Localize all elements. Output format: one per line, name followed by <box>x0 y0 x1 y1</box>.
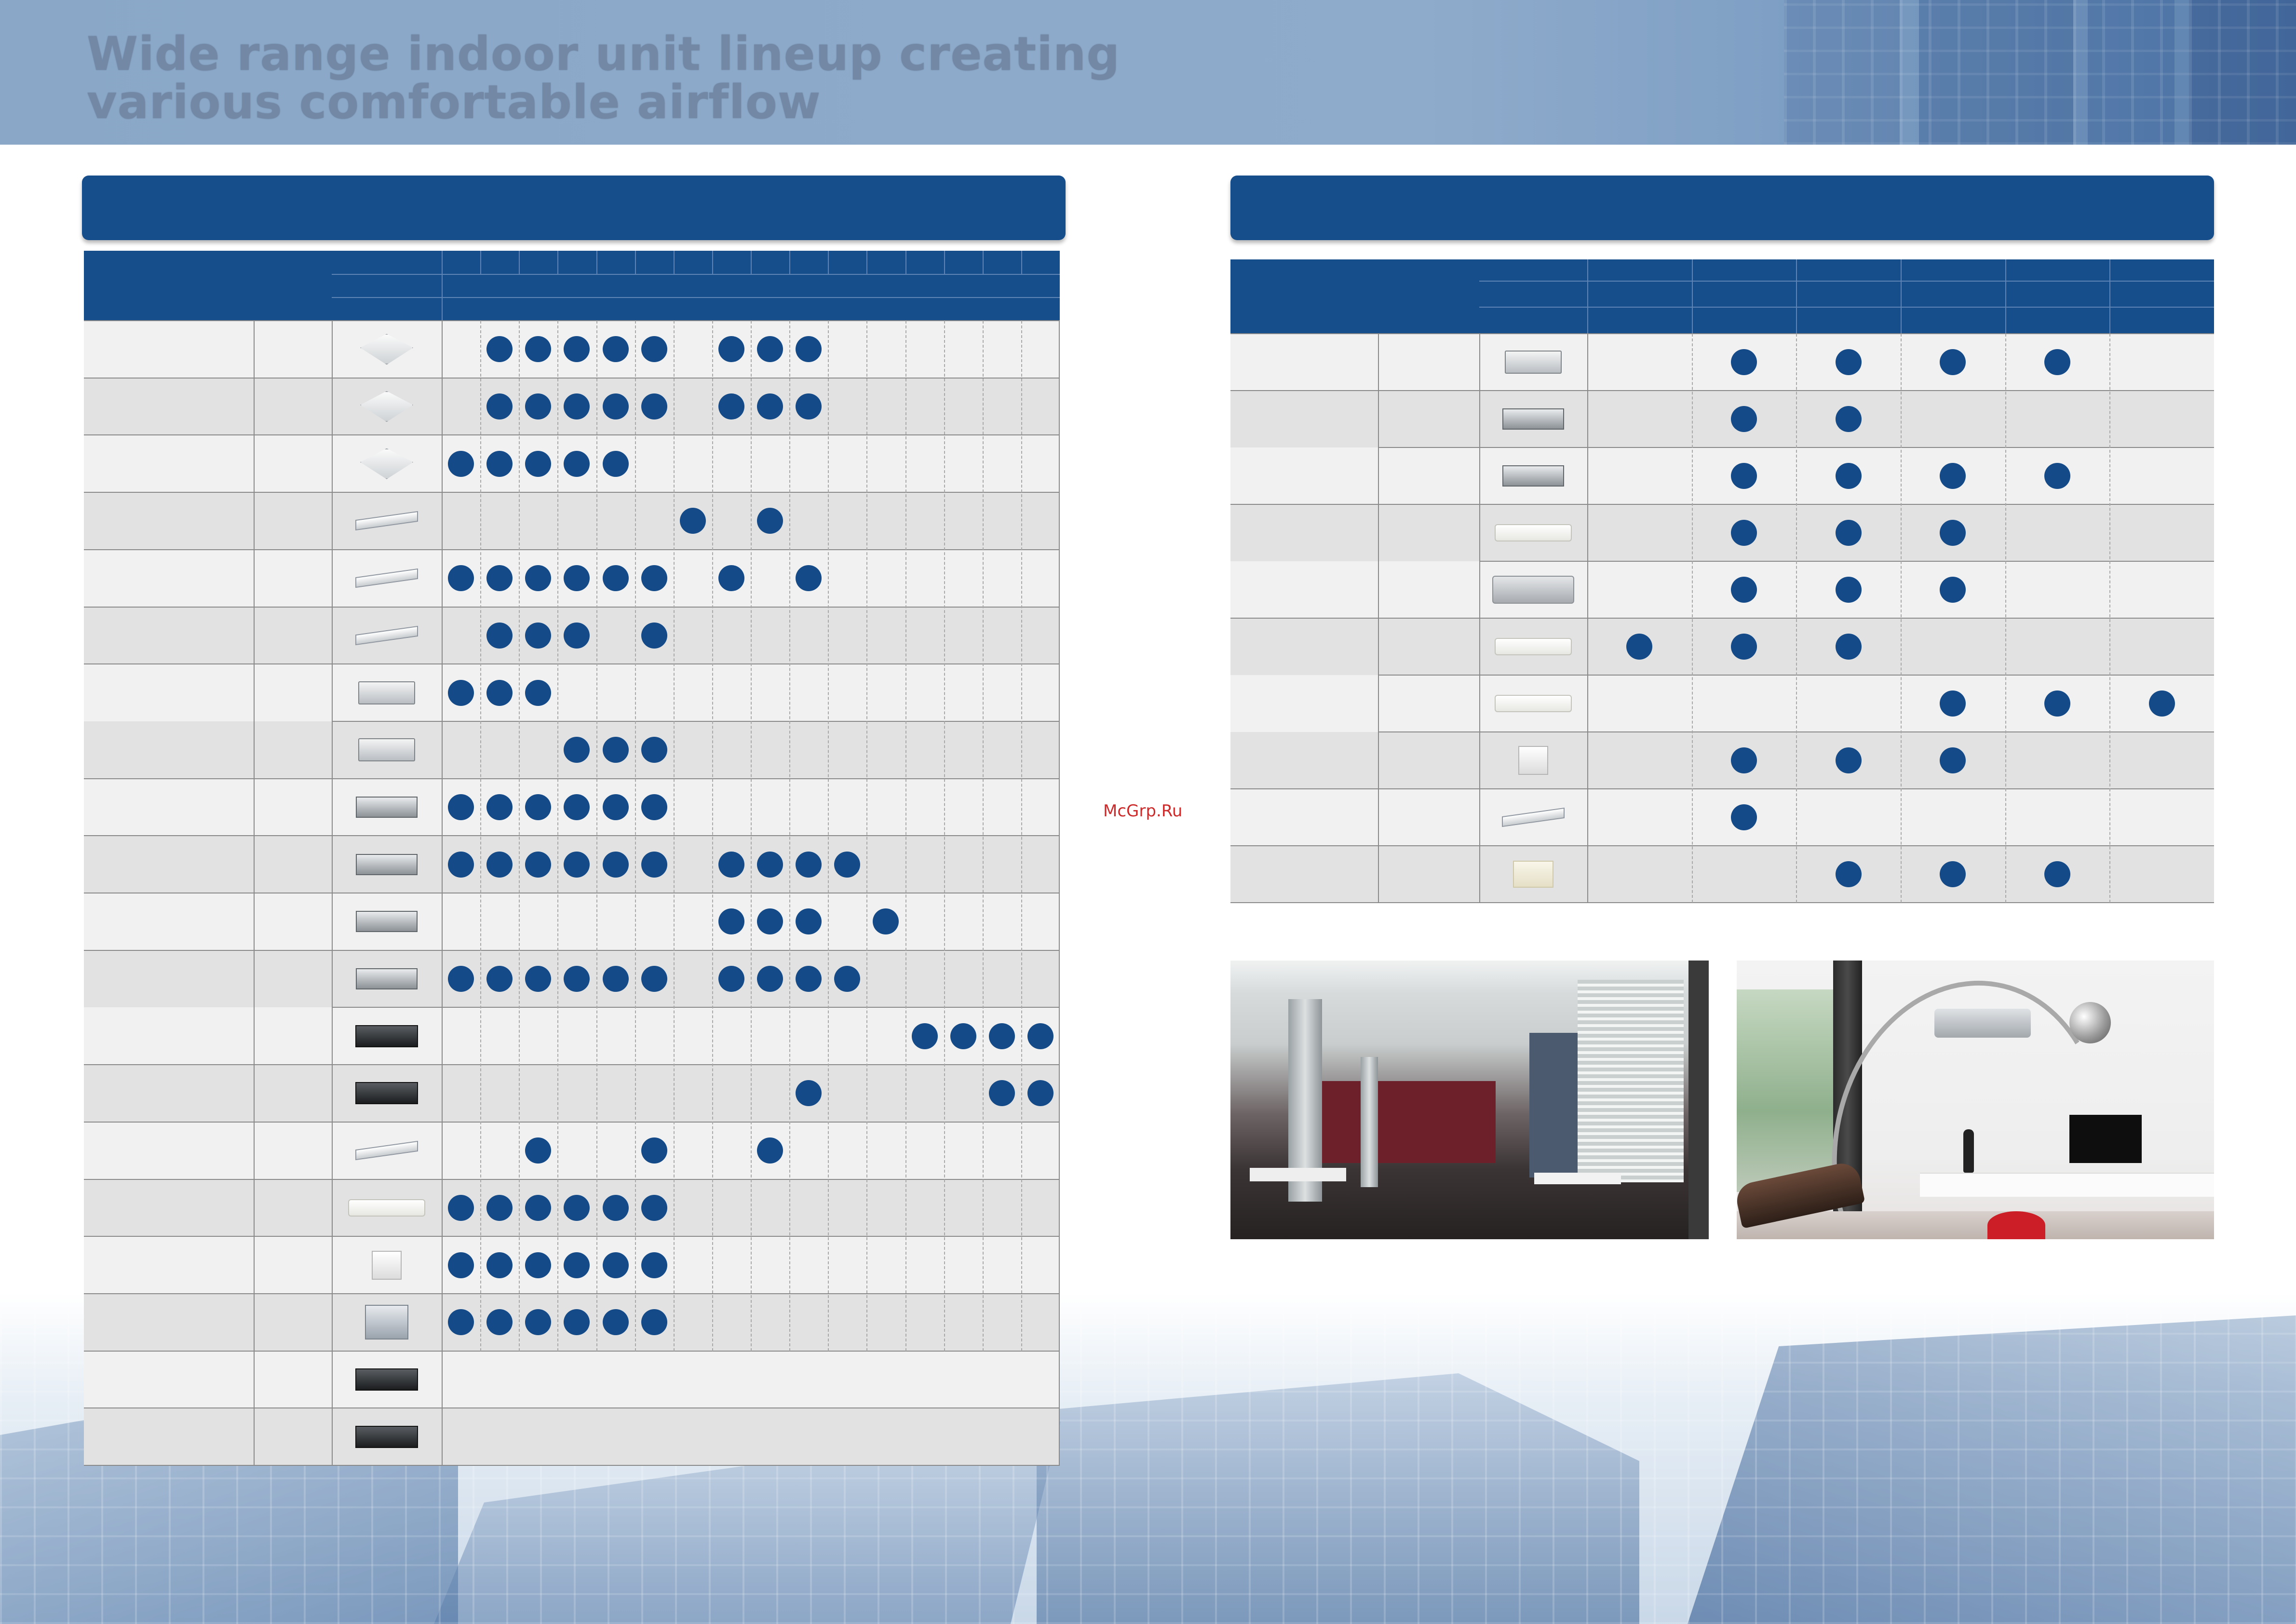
heat-reclaim-ventilation-icon <box>355 1368 418 1391</box>
availability-dot <box>757 966 783 992</box>
availability-dot <box>1836 634 1862 660</box>
row-divider <box>84 378 1060 379</box>
table-row <box>84 1351 1060 1408</box>
header-divider <box>1796 259 1797 334</box>
availability-dot <box>718 852 744 878</box>
header-divider <box>332 297 1060 298</box>
availability-dot <box>641 565 667 591</box>
availability-dot <box>603 737 629 763</box>
header-divider <box>866 251 867 274</box>
cassette-icon <box>1505 351 1562 374</box>
tv-console <box>1920 1173 2214 1197</box>
high-esp-duct-icon <box>355 1082 418 1104</box>
table-row <box>84 1065 1060 1122</box>
column-divider <box>712 321 713 1351</box>
column-divider <box>442 321 443 1465</box>
duct-icon <box>1502 465 1564 487</box>
row-divider <box>84 950 1060 951</box>
column-divider <box>332 321 333 1465</box>
column-divider <box>2109 334 2110 903</box>
availability-dot <box>2044 349 2070 375</box>
availability-dot <box>1731 349 1757 375</box>
row-divider <box>1479 561 2214 562</box>
availability-dot <box>718 393 744 420</box>
availability-dot <box>641 1309 667 1335</box>
column-divider <box>480 321 481 1351</box>
availability-dot <box>1731 577 1757 603</box>
page-title-line1: Wide range indoor unit lineup creating <box>87 27 1121 81</box>
availability-dot <box>448 794 474 820</box>
table-row <box>84 893 1060 950</box>
column-divider <box>635 321 636 1351</box>
table-row <box>84 1122 1060 1179</box>
availability-dot <box>525 680 551 706</box>
availability-dot <box>2044 690 2070 717</box>
flexible-floor-icon <box>1513 861 1553 888</box>
availability-dot <box>1940 690 1966 717</box>
header-divider <box>557 251 558 274</box>
dining-table <box>1250 1168 1346 1181</box>
availability-dot <box>1940 463 1966 489</box>
table-row <box>84 664 1060 721</box>
row-divider <box>84 1236 1060 1237</box>
availability-dot <box>486 1252 513 1278</box>
left-section-header-bar <box>82 176 1066 240</box>
availability-dot <box>448 680 474 706</box>
availability-dot <box>796 966 822 992</box>
right-section-header-bar <box>1230 176 2214 240</box>
header-divider <box>828 251 829 274</box>
availability-dot <box>796 852 822 878</box>
availability-dot <box>1626 634 1652 660</box>
header-divider <box>480 251 481 274</box>
living-room-photo <box>1737 961 2214 1239</box>
availability-dot <box>448 852 474 878</box>
availability-dot <box>718 908 744 934</box>
column-divider <box>944 321 945 1351</box>
header-divider <box>905 251 906 274</box>
floor-standing-icon <box>1518 746 1548 775</box>
availability-dot <box>641 966 667 992</box>
availability-dot <box>641 852 667 878</box>
row-divider <box>84 1122 1060 1123</box>
availability-dot <box>1731 804 1757 830</box>
availability-dot <box>718 565 744 591</box>
column-divider <box>1901 334 1902 903</box>
header-divider <box>1479 281 2214 282</box>
duct-icon <box>356 797 418 818</box>
table-header <box>84 251 1060 321</box>
availability-dot <box>1836 747 1862 773</box>
wall-mounted-white-icon <box>1495 524 1572 541</box>
availability-dot <box>2149 690 2175 717</box>
pillar <box>1361 1057 1378 1187</box>
column-divider <box>254 321 255 1465</box>
row-divider <box>332 1007 1060 1008</box>
availability-dot <box>486 852 513 878</box>
availability-dot <box>603 451 629 477</box>
column-divider <box>751 321 752 1351</box>
availability-dot <box>448 565 474 591</box>
availability-dot <box>680 508 706 534</box>
header-divider <box>332 274 1060 275</box>
availability-dot <box>525 623 551 649</box>
availability-dot <box>448 1252 474 1278</box>
availability-dot <box>564 451 590 477</box>
availability-dot <box>486 1195 513 1221</box>
availability-dot <box>989 1080 1015 1106</box>
availability-dot <box>641 336 667 362</box>
column-divider <box>1692 334 1693 903</box>
wall-mounted-silver-icon <box>1492 576 1574 604</box>
availability-dot <box>486 794 513 820</box>
row-divider <box>84 549 1060 550</box>
availability-dot <box>718 966 744 992</box>
availability-dot <box>486 966 513 992</box>
duct-icon <box>1502 408 1564 430</box>
header-divider <box>674 251 675 274</box>
left-lineup-table <box>84 251 1060 1467</box>
availability-dot <box>1027 1023 1053 1049</box>
availability-dot <box>525 451 551 477</box>
availability-dot <box>1940 577 1966 603</box>
availability-dot <box>603 794 629 820</box>
availability-dot <box>1940 861 1966 887</box>
vase <box>1963 1129 1974 1173</box>
availability-dot <box>2044 463 2070 489</box>
duct-icon <box>356 968 418 989</box>
right-lineup-table <box>1230 259 2214 904</box>
restaurant-photo <box>1230 961 1709 1239</box>
availability-dot <box>564 1195 590 1221</box>
column-divider <box>674 321 675 1351</box>
availability-dot <box>603 393 629 420</box>
availability-dot <box>486 565 513 591</box>
column-divider <box>1378 334 1379 903</box>
heat-reclaim-ventilation-icon <box>355 1426 418 1448</box>
watermark: McGrp.Ru <box>1103 801 1183 821</box>
table-row <box>84 492 1060 550</box>
header-divider <box>1587 259 1588 334</box>
header-divider <box>1692 259 1693 334</box>
availability-dot <box>564 623 590 649</box>
slim-duct-icon <box>358 681 415 704</box>
availability-dot <box>1027 1080 1053 1106</box>
availability-dot <box>603 565 629 591</box>
row-divider <box>84 835 1060 836</box>
availability-dot <box>1836 463 1862 489</box>
row-divider <box>332 721 1060 722</box>
availability-dot <box>1731 406 1757 432</box>
availability-dot <box>1940 520 1966 546</box>
slim-duct-large-icon <box>358 738 415 761</box>
availability-dot <box>564 1252 590 1278</box>
floor <box>1737 1211 2214 1239</box>
column-divider <box>1479 334 1480 903</box>
availability-dot <box>525 1252 551 1278</box>
availability-dot <box>641 1195 667 1221</box>
availability-dot <box>525 966 551 992</box>
header-divider <box>2005 259 2006 334</box>
availability-dot <box>564 794 590 820</box>
availability-dot <box>641 393 667 420</box>
availability-dot <box>641 794 667 820</box>
header-divider <box>596 251 597 274</box>
header-divider <box>1901 259 1902 334</box>
duct-icon <box>356 911 418 932</box>
table-header <box>1230 259 2214 334</box>
availability-dot <box>1940 747 1966 773</box>
window-blinds <box>1578 980 1684 1182</box>
column-divider <box>1021 321 1022 1351</box>
high-esp-duct-icon <box>355 1025 418 1047</box>
row-divider <box>84 1407 1060 1408</box>
header-divider <box>442 251 443 321</box>
availability-dot <box>1731 520 1757 546</box>
column-divider <box>557 321 558 1351</box>
table-row <box>84 1408 1060 1465</box>
column-divider <box>789 321 790 1351</box>
availability-dot <box>603 336 629 362</box>
availability-dot <box>525 1195 551 1221</box>
availability-dot <box>1940 349 1966 375</box>
availability-dot <box>448 1309 474 1335</box>
header-banner <box>0 0 2296 145</box>
availability-dot <box>1836 349 1862 375</box>
availability-dot <box>603 852 629 878</box>
row-divider <box>84 607 1060 608</box>
row-divider <box>84 434 1060 435</box>
blue-wall <box>1529 1033 1582 1177</box>
availability-dot <box>603 966 629 992</box>
television <box>2069 1115 2142 1163</box>
row-divider <box>84 492 1060 493</box>
availability-dot <box>912 1023 938 1049</box>
header-divider <box>712 251 713 274</box>
column-divider <box>1587 334 1588 903</box>
floor-standing-icon <box>372 1251 402 1280</box>
header-divider <box>789 251 790 274</box>
availability-dot <box>834 966 860 992</box>
availability-dot <box>448 966 474 992</box>
availability-dot <box>1836 861 1862 887</box>
availability-dot <box>1731 747 1757 773</box>
wall-mounted-icon <box>1495 638 1572 655</box>
header-divider <box>1021 251 1022 274</box>
column-divider <box>596 321 597 1351</box>
row-divider <box>84 778 1060 779</box>
row-divider <box>84 663 1060 664</box>
photo-edge <box>1688 961 1709 1239</box>
header-divider <box>635 251 636 274</box>
availability-dot <box>757 1137 783 1164</box>
availability-dot <box>1836 577 1862 603</box>
page-title-line2: various comfortable airflow <box>87 75 821 129</box>
column-divider <box>519 321 520 1351</box>
header-divider <box>519 251 520 274</box>
column-divider <box>828 321 829 1351</box>
availability-dot <box>448 451 474 477</box>
availability-dot <box>525 393 551 420</box>
row-divider <box>84 1293 1060 1294</box>
availability-dot <box>525 852 551 878</box>
availability-dot <box>989 1023 1015 1049</box>
header-divider <box>983 251 984 274</box>
availability-dot <box>641 737 667 763</box>
column-divider <box>866 321 867 1351</box>
page-title <box>87 27 1244 129</box>
dining-table <box>1534 1173 1621 1184</box>
availability-dot <box>448 1195 474 1221</box>
concealed-floor-icon <box>365 1305 408 1340</box>
availability-dot <box>564 852 590 878</box>
availability-dot <box>525 794 551 820</box>
availability-dot <box>2044 861 2070 887</box>
availability-dot <box>834 852 860 878</box>
air-conditioner-unit <box>1934 1009 2031 1038</box>
row-divider <box>84 1179 1060 1180</box>
availability-dot <box>486 623 513 649</box>
red-wall <box>1322 1081 1496 1163</box>
header-divider <box>751 251 752 274</box>
availability-dot <box>1836 520 1862 546</box>
availability-dot <box>796 565 822 591</box>
availability-dot <box>486 680 513 706</box>
availability-dot <box>641 623 667 649</box>
availability-dot <box>603 1309 629 1335</box>
availability-dot <box>757 393 783 420</box>
availability-dot <box>757 852 783 878</box>
row-divider <box>84 1064 1060 1065</box>
availability-dot <box>486 393 513 420</box>
availability-dot <box>718 336 744 362</box>
wall-mounted-icon <box>348 1199 425 1217</box>
availability-dot <box>1731 634 1757 660</box>
header-divider <box>944 251 945 274</box>
window <box>1737 989 1848 1192</box>
row-divider <box>84 320 1060 321</box>
header-divider <box>1479 307 2214 308</box>
row-divider <box>84 1465 1060 1466</box>
availability-dot <box>603 1195 629 1221</box>
table-right-edge <box>1059 321 1060 1465</box>
availability-dot <box>796 393 822 420</box>
availability-dot <box>603 1252 629 1278</box>
availability-dot <box>641 1252 667 1278</box>
header-divider <box>2109 259 2110 334</box>
building-facade <box>1784 0 2296 145</box>
availability-dot <box>641 1137 667 1164</box>
availability-dot <box>950 1023 976 1049</box>
column-divider <box>905 321 906 1351</box>
column-divider <box>2005 334 2006 903</box>
wall-mounted-wide-icon <box>1495 695 1572 712</box>
red-stool <box>1987 1211 2045 1239</box>
column-divider <box>983 321 984 1351</box>
availability-dot <box>486 451 513 477</box>
duct-icon <box>356 854 418 875</box>
row-divider <box>84 1351 1060 1352</box>
lamp-shade <box>2069 1002 2111 1043</box>
availability-dot <box>1731 463 1757 489</box>
column-divider <box>1796 334 1797 903</box>
availability-dot <box>1836 406 1862 432</box>
